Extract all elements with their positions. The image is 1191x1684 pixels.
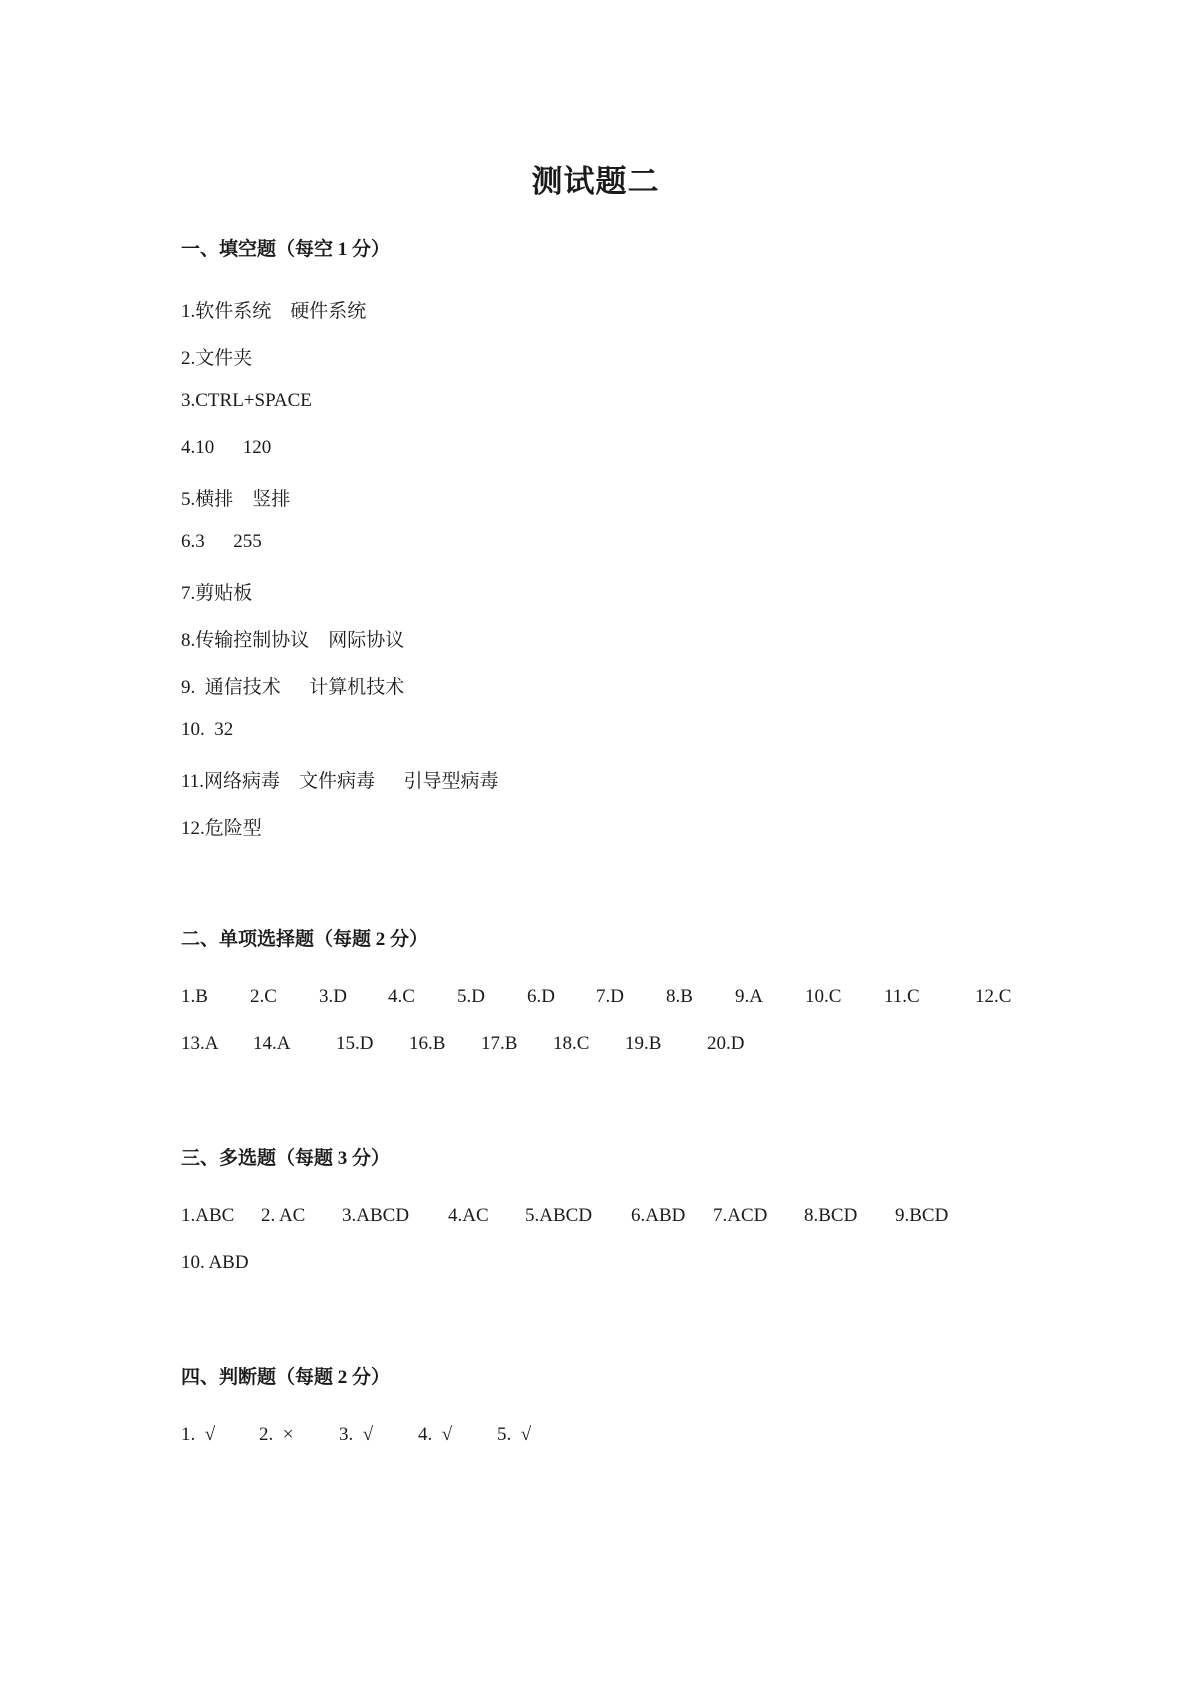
fill-blank-answer: 2.文件夹 <box>181 348 253 369</box>
single-choice-answer: 13.A <box>181 1033 219 1054</box>
fill-blank-answer: 11.网络病毒 文件病毒 引导型病毒 <box>181 771 499 792</box>
section-heading-single-choice: 二、单项选择题（每题 2 分） <box>181 929 429 950</box>
multiple-choice-answer: 6.ABD <box>631 1205 686 1226</box>
fill-blank-answer: 5.横排 竖排 <box>181 489 291 510</box>
single-choice-answer: 2.C <box>250 986 277 1007</box>
true-false-answer: 4. √ <box>418 1424 453 1445</box>
multiple-choice-answer: 5.ABCD <box>525 1205 593 1226</box>
fill-blank-answer: 7.剪贴板 <box>181 583 253 604</box>
single-choice-answer: 20.D <box>707 1033 745 1054</box>
section-heading-multiple-choice: 三、多选题（每题 3 分） <box>181 1148 391 1169</box>
true-false-answer: 3. √ <box>339 1424 374 1445</box>
single-choice-answer: 6.D <box>527 986 555 1007</box>
single-choice-answer: 7.D <box>596 986 624 1007</box>
single-choice-answer: 14.A <box>253 1033 291 1054</box>
multiple-choice-answer: 8.BCD <box>804 1205 858 1226</box>
single-choice-answer: 11.C <box>884 986 920 1007</box>
fill-blank-answer: 4.10 120 <box>181 437 272 458</box>
section-heading-true-false: 四、判断题（每题 2 分） <box>181 1367 391 1388</box>
multiple-choice-answer: 7.ACD <box>713 1205 768 1226</box>
fill-blank-answer: 6.3 255 <box>181 531 262 552</box>
single-choice-answer: 18.C <box>553 1033 590 1054</box>
single-choice-answer: 10.C <box>805 986 842 1007</box>
multiple-choice-answer: 9.BCD <box>895 1205 949 1226</box>
true-false-answer: 1. √ <box>181 1424 216 1445</box>
page-title: 测试题二 <box>531 164 660 199</box>
multiple-choice-answer: 1.ABC <box>181 1205 235 1226</box>
single-choice-answer: 8.B <box>666 986 693 1007</box>
single-choice-answer: 5.D <box>457 986 485 1007</box>
single-choice-answer: 19.B <box>625 1033 662 1054</box>
single-choice-answer: 16.B <box>409 1033 446 1054</box>
multiple-choice-answer: 10. ABD <box>181 1252 249 1273</box>
fill-blank-answer: 10. 32 <box>181 719 234 740</box>
single-choice-answer: 12.C <box>975 986 1012 1007</box>
fill-blank-answer: 3.CTRL+SPACE <box>181 390 312 411</box>
single-choice-answer: 9.A <box>735 986 763 1007</box>
section-heading-fill-blank: 一、填空题（每空 1 分） <box>181 239 391 260</box>
multiple-choice-answer: 3.ABCD <box>342 1205 410 1226</box>
single-choice-answer: 15.D <box>336 1033 374 1054</box>
fill-blank-answer: 12.危险型 <box>181 818 262 839</box>
single-choice-answer: 3.D <box>319 986 347 1007</box>
fill-blank-answer: 8.传输控制协议 网际协议 <box>181 630 405 651</box>
fill-blank-answer: 1.软件系统 硬件系统 <box>181 301 367 322</box>
true-false-answer: 5. √ <box>497 1424 532 1445</box>
single-choice-answer: 1.B <box>181 986 208 1007</box>
multiple-choice-answer: 4.AC <box>448 1205 489 1226</box>
multiple-choice-answer: 2. AC <box>261 1205 306 1226</box>
single-choice-answer: 4.C <box>388 986 415 1007</box>
true-false-answer: 2. × <box>259 1424 294 1445</box>
fill-blank-answer: 9. 通信技术 计算机技术 <box>181 677 405 698</box>
single-choice-answer: 17.B <box>481 1033 518 1054</box>
